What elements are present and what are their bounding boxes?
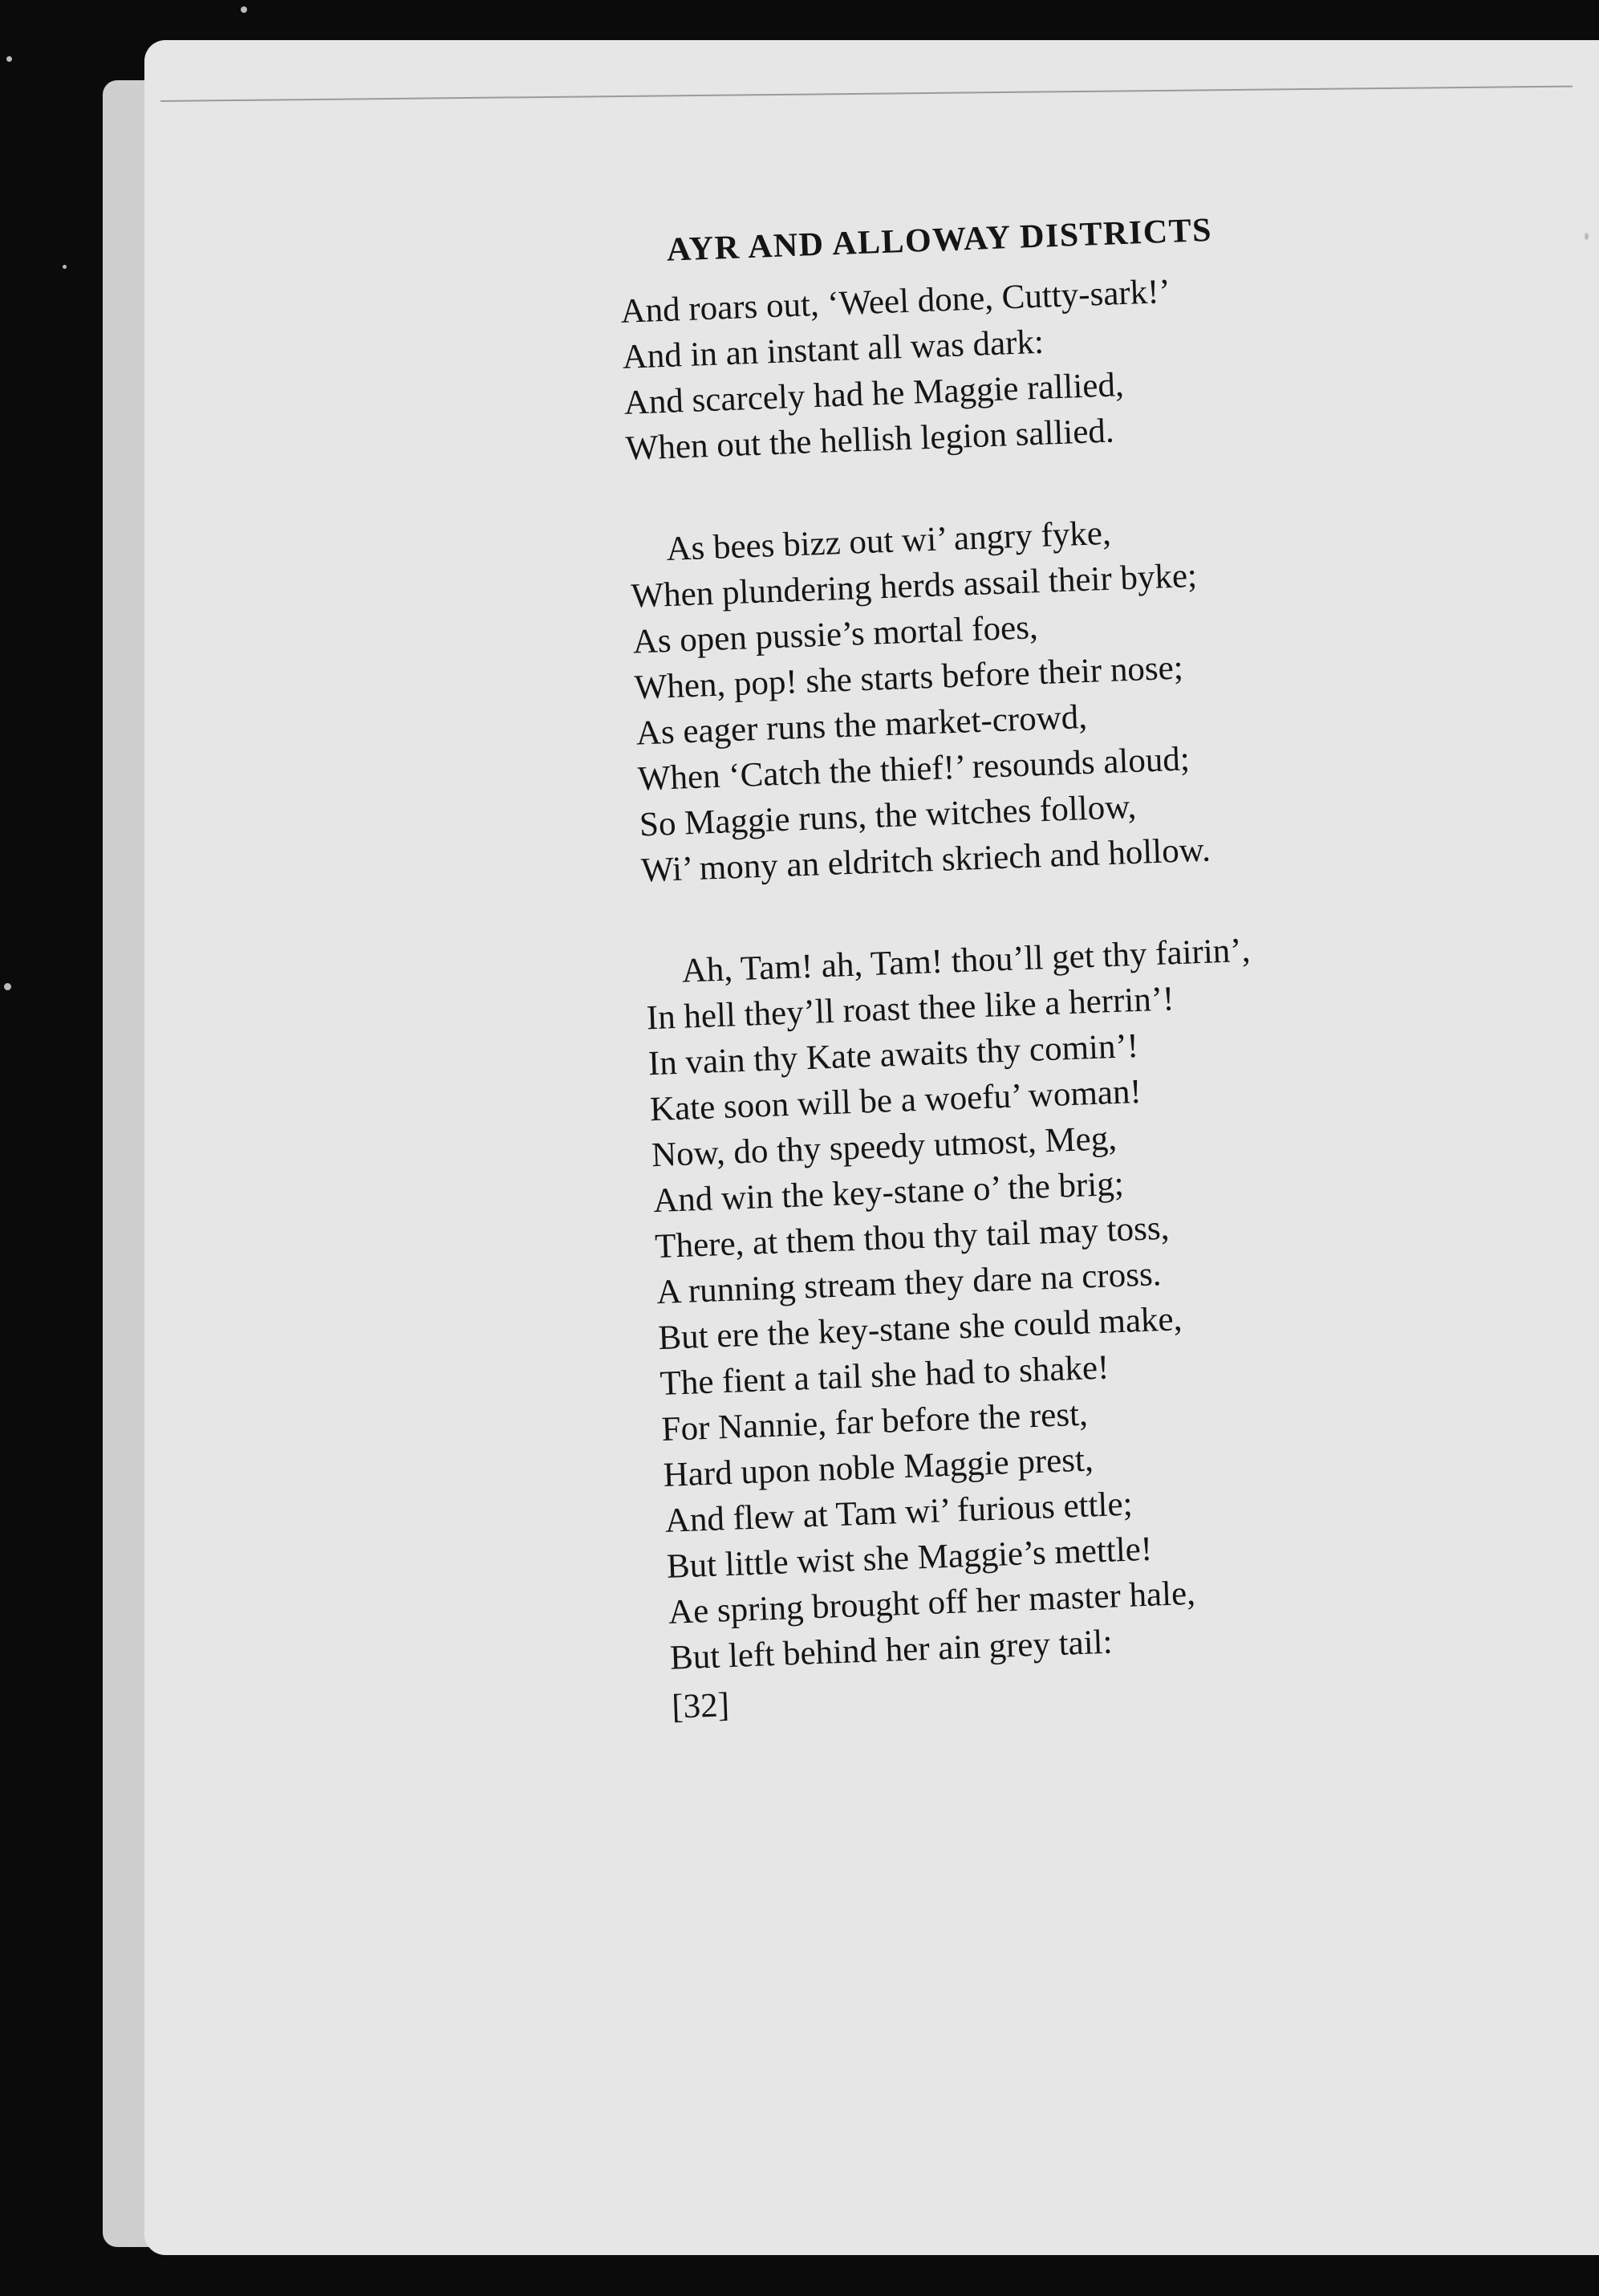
verse-line: So Maggie runs, the witches follow, (639, 787, 1137, 844)
stanza-2 (628, 498, 1443, 893)
verse-line: When plundering herds assail their byke; (630, 556, 1198, 616)
verse-line: Kate soon will be a woefu’ woman! (649, 1072, 1142, 1129)
verse-line: Wi’ mony an eldritch skriech and hollow. (640, 831, 1211, 890)
verse-line: A running stream they dare na cross. (655, 1255, 1163, 1312)
dust-speck (6, 56, 12, 62)
verse-line: For Nannie, far before the rest, (660, 1395, 1089, 1449)
verse-line: As bees bizz out wi’ angry fyke, (665, 514, 1112, 569)
verse-line: Now, do thy speedy utmost, Meg, (651, 1119, 1118, 1175)
verse-line: Hard upon noble Maggie prest, (662, 1441, 1094, 1494)
verse-line: And in an instant all was dark: (621, 323, 1045, 376)
verse-line: When out the hellish legion sallied. (625, 412, 1115, 468)
stanza-1 (620, 259, 1429, 471)
verse-line: As open pussie’s mortal foes, (631, 608, 1039, 661)
dust-speck (241, 6, 247, 13)
verse-line: The fient a tail she had to shake! (659, 1348, 1110, 1404)
poem-text-block (618, 203, 1475, 1729)
verse-line: But ere the key-stane she could make, (657, 1300, 1183, 1358)
verse-line: As eager runs the market-crowd, (635, 697, 1088, 753)
verse-line: And roars out, ‘Weel done, Cutty-sark!’ (619, 272, 1171, 331)
page-number: [32] (671, 1686, 730, 1726)
verse-line: And scarcely had he Maggie rallied, (623, 366, 1125, 422)
verse-line: And win the key-stane o’ the brig; (652, 1164, 1125, 1221)
verse-line: Ah, Tam! ah, Tam! thou’ll get thy fairin’, (680, 931, 1252, 990)
dust-speck (63, 265, 67, 269)
verse-line: There, at them thou thy tail may toss, (654, 1209, 1171, 1266)
verse-line: When, pop! she starts before their nose; (633, 648, 1184, 707)
dust-speck (1585, 233, 1589, 240)
verse-line: Ae spring brought off her master hale, (668, 1574, 1196, 1632)
verse-line: In vain thy Kate awaits thy comin’! (647, 1026, 1139, 1083)
running-head: AYR AND ALLOWAY DISTRICTS (665, 211, 1213, 269)
verse-line: But left behind her ain grey tail: (669, 1623, 1114, 1677)
stanza-3 (644, 920, 1473, 1681)
dust-speck (4, 983, 11, 990)
verse-line: In hell they’ll roast thee like a herrin’! (646, 980, 1175, 1038)
verse-line: And flew at Tam wi’ furious ettle; (664, 1485, 1134, 1540)
verse-line: When ‘Catch the thief!’ resounds aloud; (637, 740, 1191, 799)
verse-line: But little wist she Maggie’s mettle! (666, 1530, 1153, 1586)
